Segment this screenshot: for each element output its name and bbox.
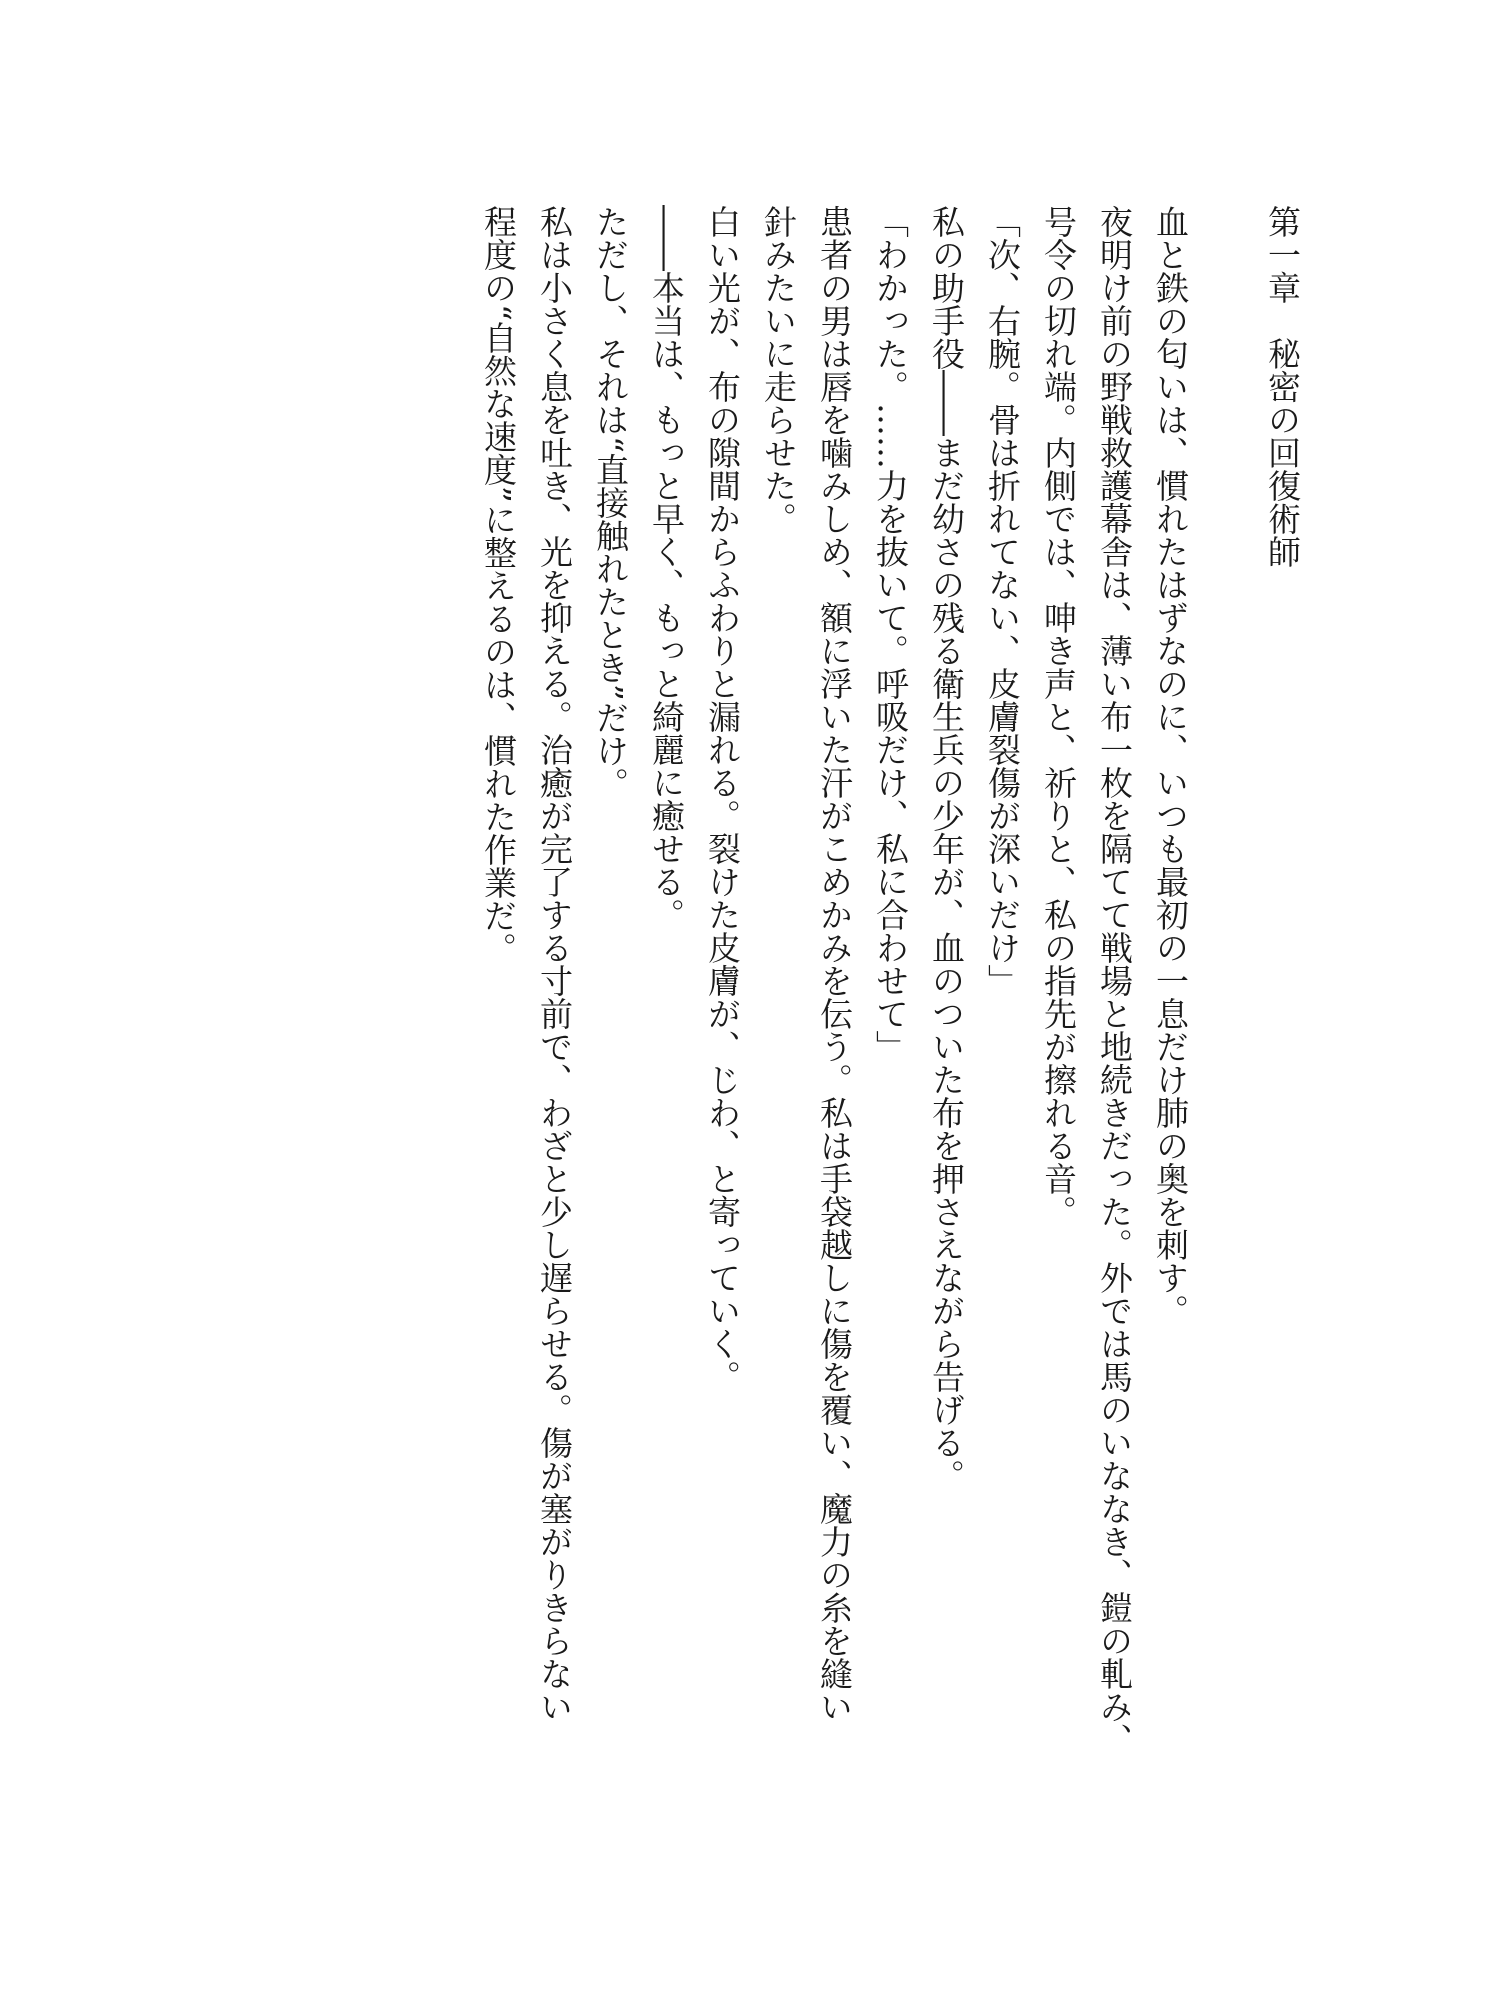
body-line: 患者の男は唇を噛みしめ、額に浮いた汗がこめかみを伝う。私は手袋越しに傷を覆い、魔力の糸を縫い: [815, 205, 854, 1723]
body-line: 針みたいに走らせた。: [759, 205, 798, 535]
body-line: 血と鉄の匂いは、慣れたはずなのに、いつも最初の一息だけ肺の奥を刺す。: [1151, 205, 1190, 1327]
body-line: ――本当は、もっと早く、もっと綺麗に癒せる。: [647, 205, 686, 931]
body-line: ただし、それは“直接触れたとき”だけ。: [591, 205, 630, 800]
body-line: 「わかった。……力を抜いて。呼吸だけ、私に合わせて」: [871, 205, 910, 1063]
body-line: 「次、右腕。骨は折れてない、皮膚裂傷が深いだけ」: [983, 205, 1022, 997]
body-line: 号令の切れ端。内側では、呻き声と、祈りと、私の指先が擦れる音。: [1039, 205, 1078, 1228]
body-line: 白い光が、布の隙間からふわりと漏れる。裂けた皮膚が、じわ、と寄っていく。: [703, 205, 742, 1393]
body-line: 私の助手役――まだ幼さの残る衛生兵の少年が、血のついた布を押さえながら告げる。: [927, 205, 966, 1492]
vertical-text-body: [470, 205, 1310, 1845]
body-line: 私は小さく息を吐き、光を抑える。治癒が完了する寸前で、わざと少し遅らせる。傷が塞がりきらない: [535, 205, 574, 1723]
chapter-title: 第一章 秘密の回復術師: [1263, 205, 1302, 568]
body-line: 夜明け前の野戦救護幕舎は、薄い布一枚を隔てて戦場と地続きだった。外では馬のいななき、鎧の軋み、: [1095, 205, 1134, 1756]
body-line: 程度の“自然な速度”に整えるのは、慣れた作業だ。: [479, 205, 518, 965]
